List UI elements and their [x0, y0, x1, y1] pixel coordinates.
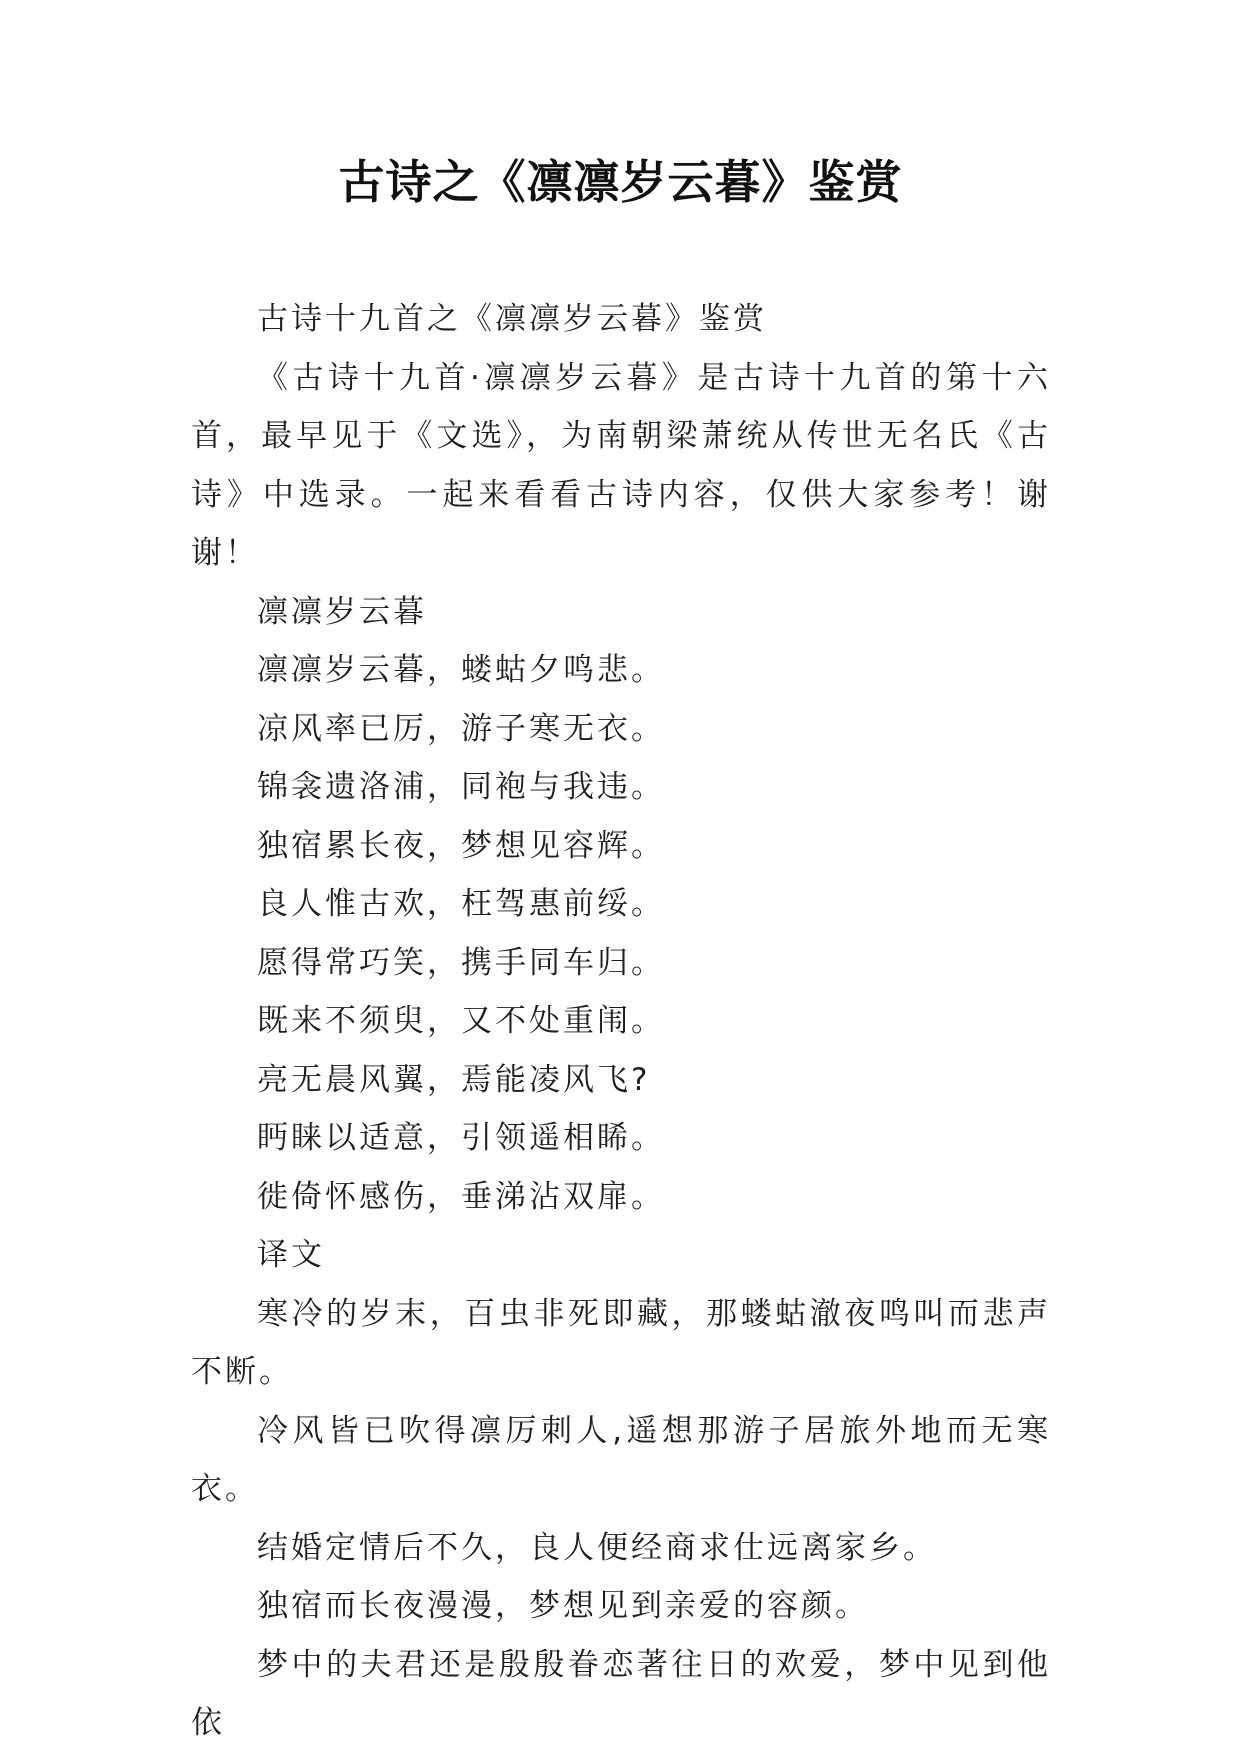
- translation-paragraph: 梦中的夫君还是殷殷眷恋著往日的欢爱，梦中见到他依: [191, 1646, 1051, 1741]
- section-heading-translation: 译文: [257, 1237, 325, 1273]
- translation-paragraph: 结婚定情后不久，良人便经商求仕远离家乡。: [257, 1529, 937, 1566]
- translation-paragraph: 独宿而长夜漫漫，梦想见到亲爱的容颜。: [257, 1588, 869, 1624]
- poem-line: 愿得常巧笑，携手同车归。: [257, 944, 665, 981]
- paragraph: 古诗十九首之《凛凛岁云暮》鉴赏: [257, 301, 767, 337]
- poem-line: 眄睐以适意，引领遥相睎。: [257, 1120, 665, 1156]
- poem-line: 良人惟古欢，枉驾惠前绥。: [257, 886, 665, 922]
- poem-line: 徙倚怀感伤，垂涕沾双扉。: [257, 1178, 665, 1215]
- translation-paragraph: 冷风皆已吹得凛厉刺人,遥想那游子居旅外地而无寒衣。: [191, 1412, 1051, 1507]
- poem-line: 凛凛岁云暮，蝼蛄夕鸣悲。: [257, 652, 665, 688]
- paragraph: 《古诗十九首·凛凛岁云暮》是古诗十九首的第十六首，最早见于《文选》，为南朝梁萧统从传世无名氏《古诗》中选录。一起来看看古诗内容，仅供大家参考！谢谢！: [191, 359, 1051, 571]
- poem-line: 既来不须臾，又不处重闱。: [257, 1003, 665, 1039]
- poem-title: 凛凛岁云暮: [257, 593, 427, 630]
- poem-line: 锦衾遗洛浦，同袍与我违。: [257, 769, 665, 805]
- translation-paragraph: 寒冷的岁末，百虫非死即藏，那蝼蛄澈夜鸣叫而悲声不断。: [191, 1295, 1051, 1390]
- document-body: [191, 290, 1051, 1753]
- poem-line: 凉风率已厉，游子寒无衣。: [257, 710, 665, 747]
- document-title: 古诗之《凛凛岁云暮》鉴赏: [338, 155, 903, 209]
- poem-line: 亮无晨风翼，焉能凌风飞?: [257, 1061, 651, 1098]
- poem-line: 独宿累长夜，梦想见容辉。: [257, 827, 665, 864]
